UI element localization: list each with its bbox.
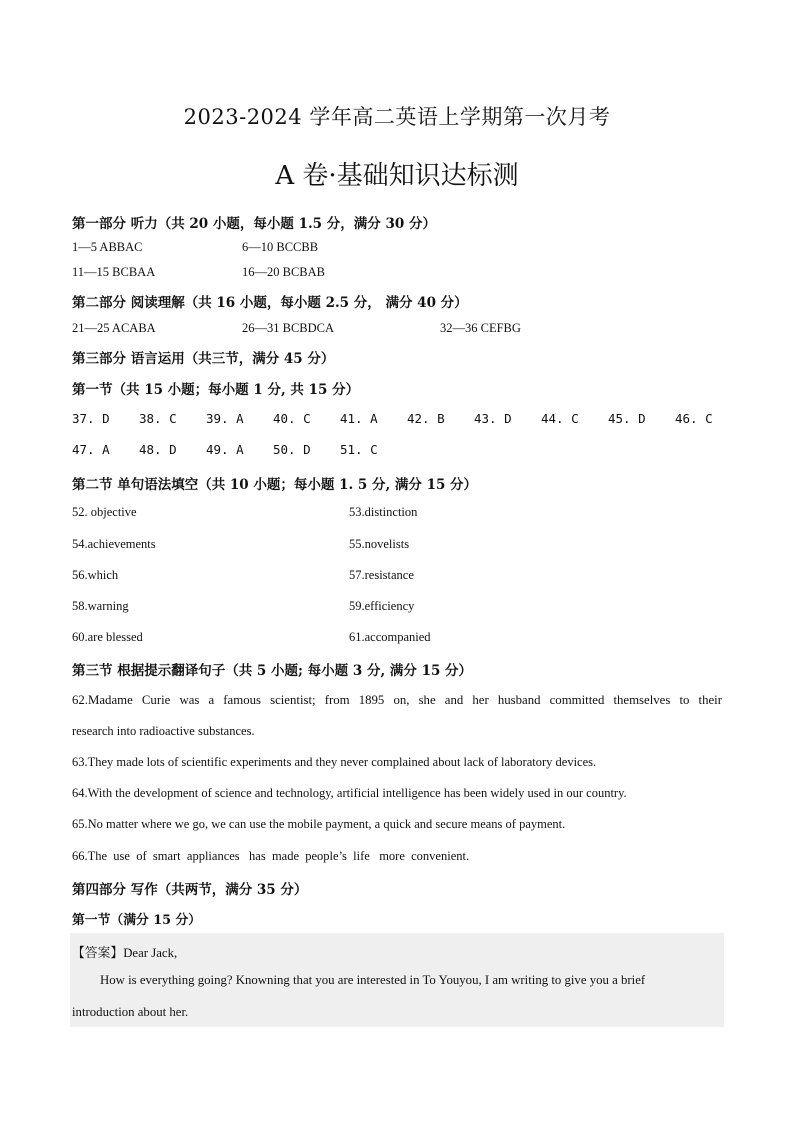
grammar-answer-54: 54.achievements bbox=[72, 537, 156, 551]
grammar-answer-53: 53.distinction bbox=[349, 505, 418, 519]
part2-answer-21-25: 21—25 ACABA bbox=[72, 321, 156, 335]
cloze-answer: 47. A bbox=[72, 442, 110, 457]
cloze-answer: 37. D bbox=[72, 411, 110, 426]
cloze-answer: 38. C bbox=[139, 411, 177, 426]
grammar-answer-56: 56.which bbox=[72, 568, 119, 582]
cloze-answer: 44. C bbox=[541, 411, 579, 426]
grammar-answer-61: 61.accompanied bbox=[349, 630, 431, 644]
cloze-answers-row2 bbox=[72, 442, 407, 457]
translation-62-line1: 62.Madame Curie was a famous scientist; from 1895 on, she and her husband committed themselves to their bbox=[72, 693, 722, 707]
exam-title: 2023-2024 学年高二英语上学期第一次月考 bbox=[183, 105, 611, 129]
grammar-answer-55: 55.novelists bbox=[349, 537, 410, 551]
part1-answer-6-10: 6—10 BCCBB bbox=[242, 240, 319, 254]
cloze-answer: 49. A bbox=[206, 442, 244, 457]
part4-section1-heading: 第一节（满分 15 分） bbox=[72, 913, 202, 928]
essay-line-1: 【答案】Dear Jack, bbox=[72, 946, 178, 960]
grammar-answer-60: 60.are blessed bbox=[72, 630, 143, 644]
translation-66: 66.The use of smart appliances has made people’s life more convenient. bbox=[72, 849, 470, 863]
cloze-answer: 45. D bbox=[608, 411, 646, 426]
cloze-answer: 40. C bbox=[273, 411, 311, 426]
translation-64: 64.With the development of science and technology, artificial intelligence has been widely used in our country. bbox=[72, 786, 627, 800]
part3-section1-heading: 第一节（共 15 小题；每小题 1 分, 共 15 分） bbox=[72, 382, 360, 398]
grammar-answer-52: 52. objective bbox=[72, 505, 137, 519]
translation-63: 63.They made lots of scientific experiments and they never complained about lack of laboratory devices. bbox=[72, 755, 597, 769]
part4-heading: 第四部分 写作（共两节，满分 35 分） bbox=[72, 882, 308, 898]
cloze-answer: 51. C bbox=[340, 442, 378, 457]
cloze-answer: 43. D bbox=[474, 411, 512, 426]
grammar-answer-59: 59.efficiency bbox=[349, 599, 415, 613]
translation-65: 65.No matter where we go, we can use the mobile payment, a quick and secure means of payment. bbox=[72, 817, 566, 831]
part3-heading: 第三部分 语言运用（共三节，满分 45 分） bbox=[72, 351, 335, 367]
cloze-answer: 42. B bbox=[407, 411, 445, 426]
translation-62 bbox=[72, 693, 722, 708]
exam-subtitle: A 卷·基础知识达标测 bbox=[275, 161, 519, 191]
part1-answer-16-20: 16—20 BCBAB bbox=[242, 265, 326, 279]
cloze-answer: 41. A bbox=[340, 411, 378, 426]
part1-answer-11-15: 11—15 BCBAA bbox=[72, 265, 156, 279]
part1-heading: 第一部分 听力（共 20 小题，每小题 1.5 分，满分 30 分） bbox=[72, 216, 436, 232]
cloze-answer: 46. C bbox=[675, 411, 713, 426]
part1-answer-1-5: 1—5 ABBAC bbox=[72, 240, 143, 254]
part3-section2-heading: 第二节 单句语法填空（共 10 小题；每小题 1. 5 分, 满分 15 分） bbox=[72, 477, 478, 493]
cloze-answers-row1 bbox=[72, 411, 715, 426]
cloze-answer: 50. D bbox=[273, 442, 311, 457]
cloze-answer: 48. D bbox=[139, 442, 177, 457]
essay-line-2: How is everything going? Knowning that you are interested in To Youyou, I am writing to give you a brief bbox=[100, 973, 646, 987]
part2-answer-26-31: 26—31 BCBDCA bbox=[242, 321, 335, 335]
essay-line-3: introduction about her. bbox=[72, 1005, 189, 1019]
part2-answer-32-36: 32—36 CEFBG bbox=[440, 321, 521, 335]
grammar-answer-58: 58.warning bbox=[72, 599, 129, 613]
translation-62-line2: research into radioactive substances. bbox=[72, 724, 255, 738]
part2-heading: 第二部分 阅读理解（共 16 小题，每小题 2.5 分， 满分 40 分） bbox=[72, 295, 468, 311]
part3-section3-heading: 第三节 根据提示翻译句子（共 5 小题; 每小题 3 分, 满分 15 分） bbox=[72, 663, 473, 679]
grammar-answer-57: 57.resistance bbox=[349, 568, 414, 582]
cloze-answer: 39. A bbox=[206, 411, 244, 426]
